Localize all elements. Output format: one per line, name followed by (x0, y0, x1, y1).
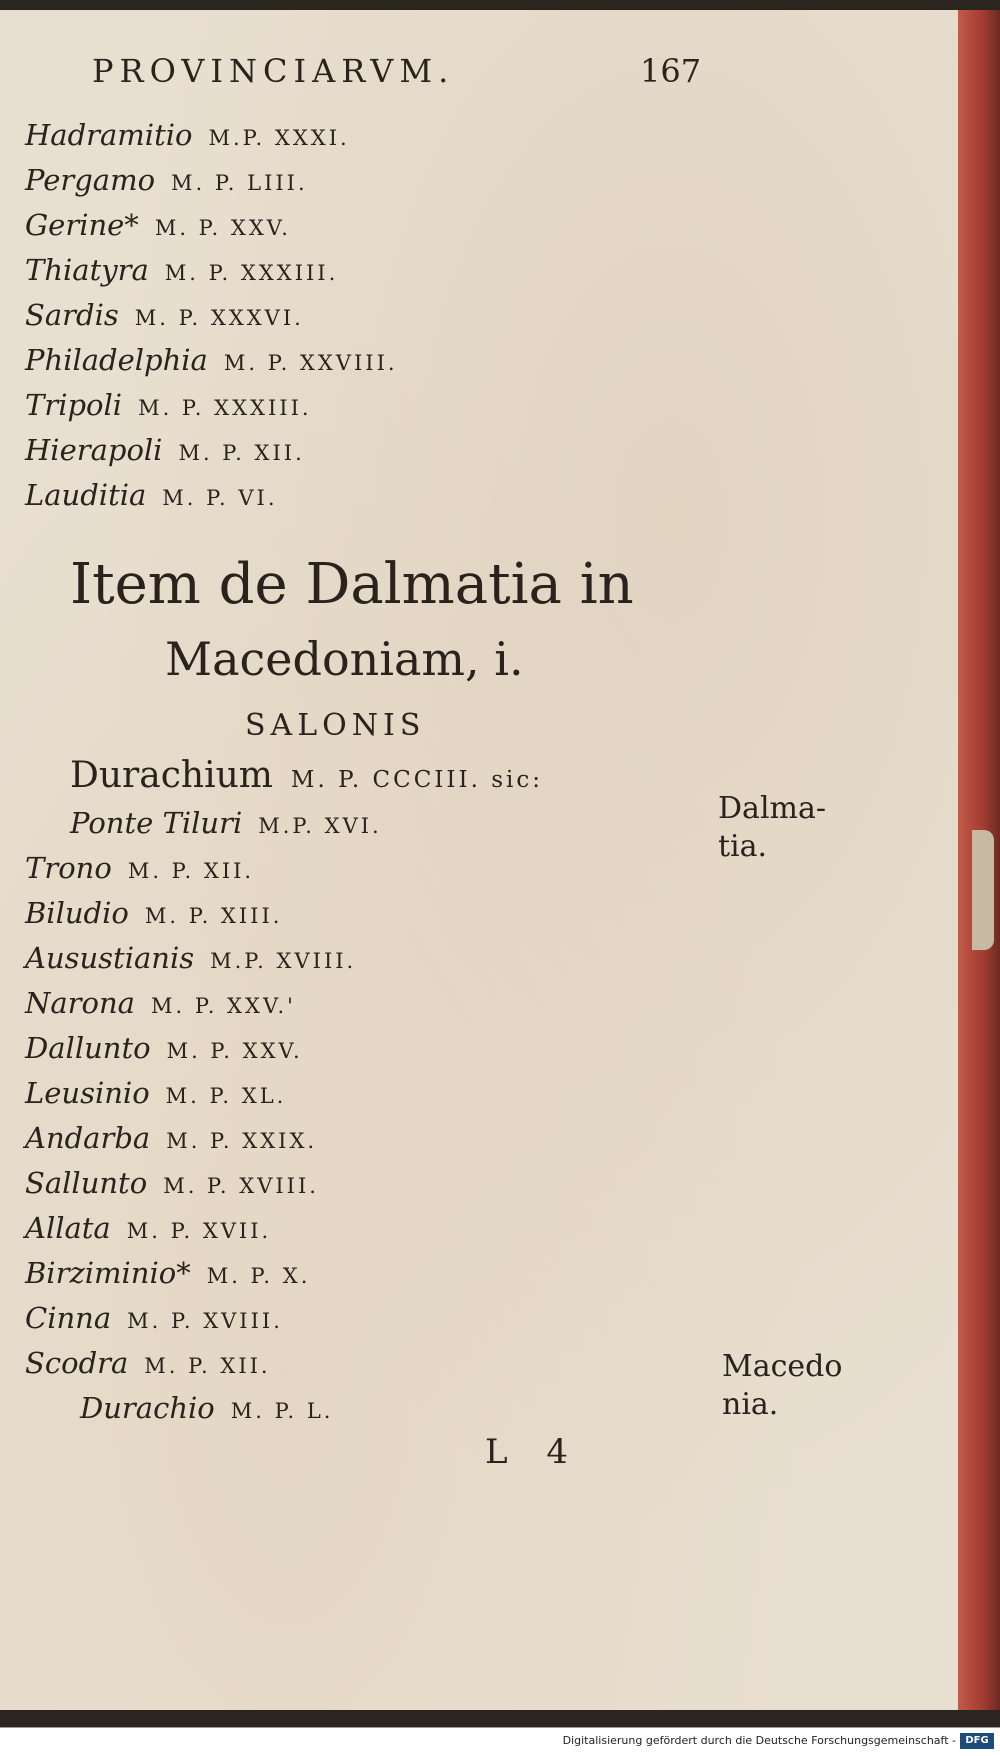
margin-note-dalmatia: Dalma- tia. (718, 791, 827, 864)
list-item: Biludio M. P. XIII. (25, 896, 283, 930)
signature-mark: L 4 (485, 1432, 583, 1472)
footer-bar (0, 1727, 1000, 1756)
section-title: Item de Dalmatia in (70, 552, 634, 617)
margin-note-macedonia: Macedo nia. (722, 1349, 843, 1422)
section-subtitle: Macedoniam, i. (165, 632, 524, 686)
list-item: Pergamo M. P. LIII. (25, 163, 308, 197)
list-item: Gerine* M. P. XXV. (25, 208, 291, 242)
list-item: Trono M. P. XII. (25, 851, 255, 885)
list-item: Narona M. P. XXV.' (25, 986, 296, 1020)
page-tab (972, 830, 994, 950)
page-number: 167 (640, 52, 702, 90)
list-item: Hierapoli M. P. XII. (25, 433, 305, 467)
route-first-entry: Durachium M. P. CCCIII. sic: (70, 755, 543, 796)
list-item: Philadelphia M. P. XXVIII. (25, 343, 398, 377)
list-item: Tripoli M. P. XXXIII. (25, 388, 312, 422)
running-header: PROVINCIARVM. (92, 52, 455, 90)
footer-credit: Digitalisierung gefördert durch die Deutsche Forschungsgemeinschaft - (562, 1734, 956, 1747)
list-item: Leusinio M. P. XL. (25, 1076, 287, 1110)
list-item: Birziminio* M. P. X. (25, 1256, 311, 1290)
dfg-logo-icon: DFG (960, 1733, 994, 1749)
route-start: SALONIS (245, 708, 426, 743)
list-item: Allata M. P. XVII. (25, 1211, 272, 1245)
list-item: Thiatyra M. P. XXXIII. (25, 253, 339, 287)
list-item: Durachio M. P. L. (80, 1391, 334, 1425)
list-item: Lauditia M. P. VI. (25, 478, 278, 512)
list-item: Ausustianis M.P. XVIII. (25, 941, 357, 975)
list-item: Hadramitio M.P. XXXI. (25, 118, 350, 152)
list-item: Scodra M. P. XII. (25, 1346, 271, 1380)
list-item: Andarba M. P. XXIX. (25, 1121, 318, 1155)
list-item: Cinna M. P. XVIII. (25, 1301, 283, 1335)
list-item: Dallunto M. P. XXV. (25, 1031, 303, 1065)
list-item: Ponte Tiluri M.P. XVI. (70, 806, 382, 840)
list-item: Sardis M. P. XXXVI. (25, 298, 304, 332)
list-item: Sallunto M. P. XVIII. (25, 1166, 319, 1200)
